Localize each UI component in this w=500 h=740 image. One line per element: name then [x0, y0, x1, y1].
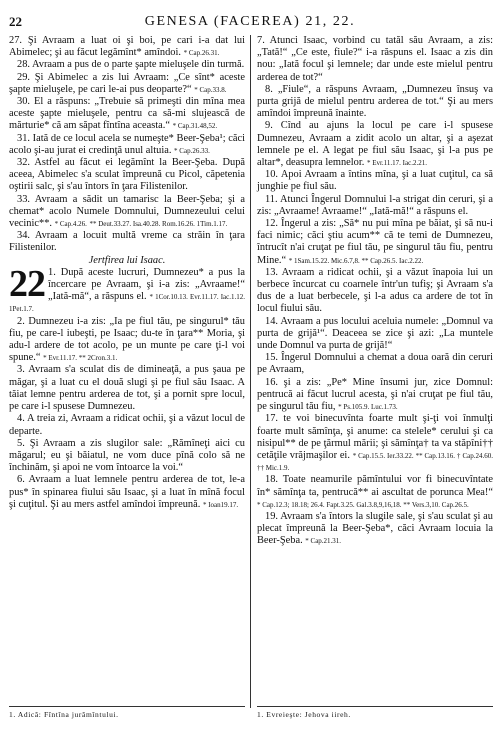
- footnote: 1. Evreieşte: Jehova iireh.: [257, 710, 351, 719]
- cross-reference: * Evr.11.17. ** 2Cron.3.1.: [43, 354, 118, 363]
- section-title: Jertfirea lui Isaac.: [88, 254, 166, 266]
- verse-22-13: 13. Avraam a ridicat ochii, şi a văzut înapoia lui un berbece încurcat cu coarnele într'un tufiş; şi Avraam s'a dus de a luat berbecele, şi l-a adus ca ardere de tot în locul fiului său.: [257, 266, 493, 315]
- cross-reference: * Ioan19.17.: [202, 500, 239, 509]
- verse-21-34: 34. Avraam a locuit multă vreme ca străin în ţara Filistenilor.: [9, 230, 245, 254]
- verse-21-29: 29. Şi Abimelec a zis lui Avraam: „Ce sînt* aceste şapte mieluşele, pe cari le-ai pus deoparte?“ * Cap.33.8.: [9, 71, 245, 95]
- verse-22-7: 7. Atunci Isaac, vorbind cu tatăl său Avraam, a zis: „Tată!“ „Ce este, fiule?“ i-a răspuns el. Isaac a zis din nou: „Iată focul şi lemnele; dar unde este mielul pentru arderea de tot?“: [257, 35, 493, 83]
- cross-reference: * 1Sam.15.22. Mic.6.7,8. ** Cap.26.5. Iac.2.22.: [288, 256, 424, 265]
- verse-22-17: 17. te voi binecuvînta foarte mult şi-ţi voi înmulţi foarte mult sămînţa, şi anume: ca stelele* cerului şi ca nisipul** de pe ţărmul mării; şi sămînţa† ta va stăpîni†† cetăţile vrăjmaşilor ei. * Cap.15.5. Ier.33.22. ** Cap.13.16. † Cap.24.60. †† Mic.1.9.: [257, 413, 493, 473]
- verse-22-8: 8. „Fiule“, a răspuns Avraam, „Dumnezeu însuş va purta grijă de mielul pentru arderea de tot.“ Şi au mers amîndoi împreună înainte.: [257, 83, 493, 120]
- verse-22-2: 2. Dumnezeu i-a zis: „Ia pe fiul tău, pe singurul* tău fiu, pe care-l iubeşti, pe Isaac; du-te în ţara** Moria, şi adu-l ardere de tot acolo, pe un munte pe care ţi-l voi spune.“ * Evr.11.17. ** 2Cron.3.1.: [9, 315, 245, 364]
- cross-reference: * Cap.26.33.: [174, 146, 210, 155]
- verse-22-10: 10. Apoi Avraam a întins mîna, şi a luat cuţitul, ca să junghie pe fiul său.: [257, 169, 493, 193]
- cross-reference: * Cap.15.5. Ier.33.22. ** Cap.13.16. † Cap.24.60. †† Mic.1.9.: [257, 451, 493, 473]
- cross-reference: ** Deut.33.27. Isa.40.28. Rom.16.26. 1Tim.1.17.: [89, 220, 228, 229]
- verse-22-18: 18. Toate neamurile pămîntului vor fi binecuvîntate în* sămînţa ta, pentrucă** ai ascultat de porunca Mea!“ * Cap.12.3; 18.18; 26.4. Fapt.3.25. Gal.3.8,9,16,18. ** Vers.3,10. Cap.26.5.: [257, 474, 493, 509]
- verse-22-4: 4. A treia zi, Avraam a ridicat ochii, şi a văzut locul de departe.: [9, 413, 245, 437]
- right-column: [257, 35, 493, 548]
- running-title: GENESA (FACEREA) 21, 22.: [144, 14, 356, 29]
- verse-21-32: 32. Astfel au făcut ei legămînt la Beer-Şeba. După aceea, Abimelec s'a sculat împreună cu Picol, căpetenia oştirii salc, şi s'au întors în ţara Filistenilor.: [9, 157, 245, 193]
- cross-reference: * Cap.4.26.: [54, 220, 87, 229]
- verse-22-11: 11. Atunci Îngerul Domnului l-a strigat din ceruri, şi a zis: „Avraame! Avraame!“ „Iată-mă!“ a răspuns el.: [257, 193, 493, 217]
- verse-22-14: 14. Avraam a pus locului aceluia numele: „Domnul va purta de grijă¹“. Deaceea se zice şi azi: „La muntele unde Domnul va purta de grijă!“: [257, 315, 493, 352]
- verse-22-5: 5. Şi Avraam a zis slugilor sale: „Rămîneţi aici cu măgarul; eu şi băiatul, ne vom duce pînă colo să ne închinăm, şi apoi ne vom întoarce la voi.“: [9, 437, 245, 474]
- left-column: [9, 35, 245, 511]
- verse-22-12: 12. Îngerul a zis: „Să* nu pui mîna pe băiat, şi să nu-i faci nimic; căci ştiu acum** că te temi de Dumnezeu, întrucît n'ai cruţat pe fiul tău, pe singurul tău fiu, pentru Mine.“ * 1Sam.15.22. Mic.6.7,8. ** Cap.26.5. Iac.2.22.: [257, 218, 493, 266]
- cross-reference: * Cap.21.31.: [305, 537, 342, 546]
- verse-22-1: 1. După aceste lucruri, Dumnezeu* a pus la încercare pe Avraam, şi i-a zis: „Avraame!“ „Iată-mă“, a răspuns el. * 1Cor.10.13. Evr.11.17. Iac.1.12. 1Pet.1.7.: [9, 266, 245, 314]
- verse-21-27: 27. Şi Avraam a luat oi şi boi, pe cari i-a dat lui Abimelec; şi au făcut legămînt* amîndoi. * Cap.26.31.: [9, 35, 245, 59]
- verse-22-19: 19. Avraam s'a întors la slugile sale, şi s'au sculat şi au plecat împreună la Beer-Şeba*, căci Avraam locuia la Beer-Şeba. * Cap.21.31.: [257, 510, 493, 547]
- verse-22-6: 6. Avraam a luat lemnele pentru arderea de tot, le-a pus* în spinarea fiului său Isaac, şi a luat în mînă focul şi cuţitul. Şi au mers astfel amîndoi împreună. * Ioan19.17.: [9, 474, 245, 510]
- cross-reference: * Ps.105.9. Luc.1.73.: [338, 403, 398, 412]
- verse-22-3: 3. Avraam s'a sculat dis de dimineaţă, a pus şaua pe măgar, şi a luat cu el două slugi şi pe fiul său Isaac. A tăiat lemne pentru arderea de tot, şi a pornit spre locul, pe care i-l spusese Dumnezeu.: [9, 364, 245, 413]
- cross-reference: * Cap.12.3; 18.18; 26.4. Fapt.3.25. Gal.3.8,9,16,18. ** Vers.3,10. Cap.26.5.: [257, 500, 469, 509]
- verse-21-33: 33. Avraam a sădit un tamarisc la Beer-Şeba; şi a chemat* acolo Numele Domnului, Dumnezeului celui vecinic**. * Cap.4.26. ** Deut.33.27. Isa.40.28. Rom.16.26. 1Tim.1.17.: [9, 193, 245, 230]
- cross-reference: * Cap.31.48,52.: [172, 122, 218, 131]
- page-header: [0, 14, 500, 32]
- verse-22-15: 15. Îngerul Domnului a chemat a doua oară din ceruri pe Avraam,: [257, 352, 493, 376]
- footnote: 1. Adică: Fîntîna jurămîntului.: [9, 710, 119, 719]
- footnote-rule: [9, 706, 245, 707]
- cross-reference: * 1Cor.10.13. Evr.11.17. Iac.1.12. 1Pet.1.7.: [9, 293, 245, 314]
- footnote-rule: [257, 706, 493, 707]
- cross-reference: * Evr.11.17. Iac.2.21.: [366, 159, 427, 168]
- cross-reference: * Cap.33.8.: [194, 85, 227, 94]
- page-number: 22: [9, 14, 22, 29]
- cross-reference: * Cap.26.31.: [183, 49, 220, 58]
- verse-21-30: 30. El a răspuns: „Trebuie să primeşti din mîna mea aceste şapte mieluşele, pentru ca să-mi slujească de mărturie* că am săpat fîntîna aceasta.“ * Cap.31.48,52.: [9, 96, 245, 132]
- verse-22-9: 9. Cînd au ajuns la locul pe care i-l spusese Dumnezeu, Avraam a zidit acolo un altar, şi a aşezat lemnele pe el. A legat pe fiul său Isaac, şi l-a pus pe altar*, deasupra lemnelor. * Evr.11.17. Iac.2.21.: [257, 120, 493, 169]
- chapter-start: [9, 262, 245, 316]
- verse-21-31: 31. Iată de ce locul acela se numeşte* Beer-Şeba¹; căci acolo şi-au jurat ei credinţă unul altuia. * Cap.26.33.: [9, 132, 245, 156]
- verse-21-28: 28. Avraam a pus de o parte şapte mieluşele din turmă.: [17, 59, 245, 71]
- chapter-number: 22: [9, 262, 45, 305]
- column-divider: [250, 35, 251, 708]
- verse-22-16: 16. şi a zis: „Pe* Mine însumi jur, zice Domnul: pentrucă ai făcut lucrul acesta, şi n'ai cruţat pe fiul tău, pe singurul tău fiu, * Ps.105.9. Luc.1.73.: [257, 376, 493, 413]
